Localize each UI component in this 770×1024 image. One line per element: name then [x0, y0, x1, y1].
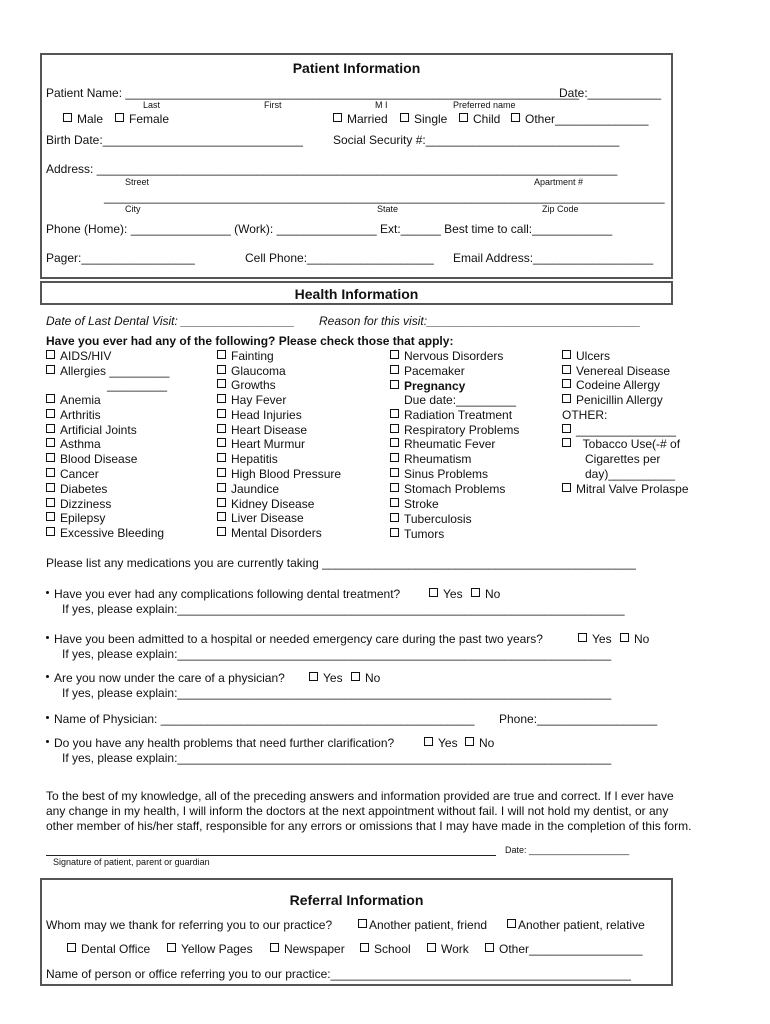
checkbox-icon	[309, 672, 318, 681]
signature-date-field[interactable]: Date: ____________________	[505, 845, 630, 855]
pregnancy-item[interactable]: Pregnancy	[390, 379, 465, 393]
signature-line[interactable]	[46, 855, 496, 856]
checkbox-icon	[46, 453, 55, 462]
checkbox-icon	[390, 513, 399, 522]
checkbox-icon	[167, 943, 176, 952]
checkbox-icon	[390, 453, 399, 462]
checkbox-icon	[217, 498, 226, 507]
checkbox-icon	[46, 483, 55, 492]
checkbox-icon	[390, 424, 399, 433]
married-checkbox[interactable]: Married	[333, 112, 388, 126]
sub-city: City	[125, 204, 141, 214]
female-checkbox[interactable]: Female	[115, 112, 169, 126]
last-dental-visit-field[interactable]: Date of Last Dental Visit: _________________	[46, 314, 295, 328]
question-complications: Have you ever had any complications following dental treatment?	[46, 587, 400, 601]
clarification-no-checkbox[interactable]: No	[465, 736, 494, 750]
physician-name-field[interactable]: Name of Physician: _______________________________________________	[46, 712, 474, 726]
condition-item[interactable]: Fainting	[217, 349, 274, 363]
sub-last: Last	[143, 100, 161, 110]
checkbox-icon	[390, 468, 399, 477]
tobacco-use-line2: Cigarettes per	[585, 452, 661, 466]
signature-caption: Signature of patient, parent or guardian	[53, 857, 210, 867]
condition-item[interactable]: AIDS/HIV	[46, 349, 111, 363]
checkbox-icon	[217, 438, 226, 447]
checkbox-icon	[485, 943, 494, 952]
condition-item[interactable]: Respiratory Problems	[390, 423, 519, 437]
sub-street: Street	[125, 177, 150, 187]
checkbox-icon	[217, 453, 226, 462]
checkbox-icon	[459, 113, 468, 122]
statement-line-1: To the best of my knowledge, all of the preceding answers and information provided are true and correct. If I ever have	[46, 789, 674, 803]
checkbox-icon	[465, 737, 474, 746]
condition-item[interactable]: Dizziness	[46, 497, 111, 511]
checkbox-icon	[562, 438, 571, 447]
complications-no-checkbox[interactable]: No	[471, 587, 500, 601]
tobacco-use-item[interactable]: Tobacco Use(-# of	[562, 437, 680, 451]
conditions-question: Have you ever had any of the following? Please check those that apply:	[46, 334, 454, 348]
checkbox-icon	[620, 633, 629, 642]
checkbox-icon	[427, 943, 436, 952]
referral-work-checkbox[interactable]: Work	[427, 942, 469, 956]
health-information-header	[40, 281, 673, 305]
condition-item[interactable]: Liver Disease	[217, 511, 304, 525]
condition-item[interactable]: Anemia	[46, 393, 101, 407]
condition-item[interactable]: Heart Murmur	[217, 437, 305, 451]
condition-item[interactable]: Hepatitis	[217, 452, 278, 466]
referral-school-checkbox[interactable]: School	[360, 942, 411, 956]
condition-item[interactable]: Mitral Valve Prolaspe	[562, 482, 689, 496]
condition-item[interactable]: Stomach Problems	[390, 482, 505, 496]
bullet-icon	[46, 716, 49, 719]
checkbox-icon	[390, 438, 399, 447]
checkbox-icon	[578, 633, 587, 642]
condition-item[interactable]: Arthritis	[46, 408, 101, 422]
checkbox-icon	[562, 483, 571, 492]
physician-explain-field[interactable]: If yes, please explain:_________________________________________________________________	[62, 686, 612, 700]
referrer-name-field[interactable]: Name of person or office referring you to our practice:_____________________________________________	[46, 967, 631, 981]
condition-item[interactable]: Rheumatism	[390, 452, 471, 466]
address-field[interactable]: Address: ______________________________________________________________________________	[46, 162, 618, 176]
other-checkbox[interactable]: Other______________	[511, 112, 648, 126]
checkbox-icon	[46, 512, 55, 521]
checkbox-icon	[358, 919, 367, 928]
referral-newspaper-checkbox[interactable]: Newspaper	[270, 942, 345, 956]
checkbox-icon	[562, 424, 571, 433]
checkbox-icon	[270, 943, 279, 952]
condition-item[interactable]: Nervous Disorders	[390, 349, 503, 363]
physician-yes-checkbox[interactable]: Yes	[309, 671, 343, 685]
condition-item[interactable]: Blood Disease	[46, 452, 137, 466]
checkbox-icon	[562, 394, 571, 403]
clarification-yes-checkbox[interactable]: Yes	[424, 736, 458, 750]
checkbox-icon	[217, 379, 226, 388]
health-information-title: Health Information	[294, 286, 419, 302]
condition-item[interactable]: Hay Fever	[217, 393, 286, 407]
cell-phone-field[interactable]: Cell Phone:___________________	[245, 251, 434, 265]
condition-item[interactable]: Glaucoma	[217, 364, 286, 378]
checkbox-icon	[360, 943, 369, 952]
condition-item[interactable]: Heart Disease	[217, 423, 307, 437]
checkbox-icon	[115, 113, 124, 122]
checkbox-icon	[217, 527, 226, 536]
checkbox-icon	[390, 380, 399, 389]
checkbox-icon	[390, 365, 399, 374]
clarification-explain-field[interactable]: If yes, please explain:_________________________________________________________________	[62, 751, 612, 765]
condition-item[interactable]: Pacemaker	[390, 364, 465, 378]
statement-line-3: other member of his/her staff, responsible for any errors or omissions that I may have made in the completion of this form.	[46, 819, 692, 833]
ssn-field[interactable]: Social Security #:_____________________________	[333, 133, 620, 147]
checkbox-icon	[217, 394, 226, 403]
condition-item[interactable]: Growths	[217, 378, 276, 392]
bullet-icon	[46, 636, 49, 639]
checkbox-icon	[507, 919, 516, 928]
statement-line-2: any change in my health, I will inform the doctors at the next appointment without fail. I will not hold my dentist, or any	[46, 804, 669, 818]
hospital-yes-checkbox[interactable]: Yes	[578, 632, 612, 646]
child-checkbox[interactable]: Child	[459, 112, 500, 126]
physician-phone-field[interactable]: Phone:__________________	[499, 712, 658, 726]
checkbox-icon	[217, 483, 226, 492]
condition-item[interactable]: Sinus Problems	[390, 467, 488, 481]
referral-question: Whom may we thank for referring you to our practice?	[46, 918, 333, 932]
referral-another-patient-relative-checkbox[interactable]: Another patient, relative	[507, 918, 645, 932]
checkbox-icon	[390, 483, 399, 492]
checkbox-icon	[46, 350, 55, 359]
checkbox-icon	[390, 528, 399, 537]
male-checkbox[interactable]: Male	[63, 112, 103, 126]
condition-item[interactable]: Cancer	[46, 467, 99, 481]
checkbox-icon	[217, 424, 226, 433]
patient-information-title: Patient Information	[292, 60, 421, 76]
checkbox-icon	[217, 512, 226, 521]
tobacco-use-line3[interactable]: day)__________	[585, 467, 676, 481]
referral-dental-office-checkbox[interactable]: Dental Office	[67, 942, 150, 956]
bullet-icon	[46, 591, 49, 594]
checkbox-icon	[67, 943, 76, 952]
condition-item[interactable]: Excessive Bleeding	[46, 526, 164, 540]
checkbox-icon	[562, 350, 571, 359]
condition-item[interactable]: Stroke	[390, 497, 439, 511]
checkbox-icon	[511, 113, 520, 122]
bullet-icon	[46, 675, 49, 678]
pager-field[interactable]: Pager:_________________	[46, 251, 195, 265]
sub-zip: Zip Code	[542, 204, 579, 214]
referral-information-title: Referral Information	[289, 892, 424, 908]
address-line-2[interactable]: ____________________________________________________________________________________	[104, 190, 665, 204]
other-condition-field[interactable]: _______________	[562, 423, 676, 437]
condition-item[interactable]: Epilepsy	[46, 511, 105, 525]
referral-other-checkbox[interactable]: Other_________________	[485, 942, 642, 956]
condition-item[interactable]: Rheumatic Fever	[390, 437, 495, 451]
checkbox-icon	[390, 350, 399, 359]
allergies-extra-line[interactable]: _________	[107, 378, 168, 392]
condition-item[interactable]: Ulcers	[562, 349, 610, 363]
question-hospital: Have you been admitted to a hospital or needed emergency care during the past two years?	[46, 632, 543, 646]
condition-item[interactable]: Tumors	[390, 527, 444, 541]
condition-item[interactable]: Venereal Disease	[562, 364, 670, 378]
checkbox-icon	[424, 737, 433, 746]
birth-date-field[interactable]: Birth Date:______________________________	[46, 133, 303, 147]
checkbox-icon	[217, 409, 226, 418]
referral-another-patient-friend-checkbox[interactable]: Another patient, friend	[358, 918, 487, 932]
phone-fields[interactable]: Phone (Home): _______________ (Work): _______________ Ext:______ Best time to call:____________	[46, 222, 613, 236]
checkbox-icon	[351, 672, 360, 681]
condition-item[interactable]: Kidney Disease	[217, 497, 314, 511]
sub-state: State	[377, 204, 399, 214]
condition-item[interactable]: Penicillin Allergy	[562, 393, 663, 407]
question-clarification: Do you have any health problems that need further clarification?	[46, 736, 394, 750]
single-checkbox[interactable]: Single	[400, 112, 447, 126]
checkbox-icon	[46, 409, 55, 418]
hospital-explain-field[interactable]: If yes, please explain:_________________________________________________________________	[62, 647, 612, 661]
checkbox-icon	[46, 424, 55, 433]
question-physician-care: Are you now under the care of a physician?	[46, 671, 285, 685]
checkbox-icon	[46, 498, 55, 507]
due-date-field[interactable]: Due date:_________	[404, 393, 517, 407]
sub-mi: M I	[375, 100, 388, 110]
checkbox-icon	[390, 409, 399, 418]
checkbox-icon	[46, 394, 55, 403]
condition-item[interactable]: Allergies _________	[46, 364, 169, 378]
checkbox-icon	[46, 438, 55, 447]
checkbox-icon	[390, 498, 399, 507]
checkbox-icon	[400, 113, 409, 122]
hospital-no-checkbox[interactable]: No	[620, 632, 649, 646]
condition-item[interactable]: Tuberculosis	[390, 512, 472, 526]
referral-yellow-pages-checkbox[interactable]: Yellow Pages	[167, 942, 253, 956]
physician-no-checkbox[interactable]: No	[351, 671, 380, 685]
complications-yes-checkbox[interactable]: Yes	[429, 587, 463, 601]
condition-item[interactable]: Diabetes	[46, 482, 107, 496]
checkbox-icon	[562, 379, 571, 388]
checkbox-icon	[562, 365, 571, 374]
other-heading: OTHER:	[562, 408, 608, 422]
medications-field[interactable]: Please list any medications you are currently taking _______________________________________________	[46, 556, 636, 570]
date-field[interactable]: Date:___________	[559, 86, 662, 100]
reason-for-visit-field[interactable]: Reason for this visit:________________________________	[319, 314, 641, 328]
checkbox-icon	[63, 113, 72, 122]
condition-item[interactable]: High Blood Pressure	[217, 467, 341, 481]
condition-item[interactable]: Jaundice	[217, 482, 279, 496]
complications-explain-field[interactable]: If yes, please explain:___________________________________________________________________	[62, 602, 625, 616]
condition-item[interactable]: Artificial Joints	[46, 423, 137, 437]
checkbox-icon	[333, 113, 342, 122]
condition-item[interactable]: Radiation Treatment	[390, 408, 512, 422]
sub-apartment: Apartment #	[534, 177, 584, 187]
bullet-icon	[46, 740, 49, 743]
checkbox-icon	[429, 588, 438, 597]
condition-item[interactable]: Head Injuries	[217, 408, 302, 422]
checkbox-icon	[217, 350, 226, 359]
patient-name-field[interactable]: Patient Name: ____________________________________________________________________	[46, 86, 580, 100]
checkbox-icon	[471, 588, 480, 597]
sub-preferred-name: Preferred name	[453, 100, 516, 110]
condition-item[interactable]: Asthma	[46, 437, 101, 451]
checkbox-icon	[46, 527, 55, 536]
checkbox-icon	[217, 365, 226, 374]
condition-item[interactable]: Mental Disorders	[217, 526, 322, 540]
checkbox-icon	[217, 468, 226, 477]
checkbox-icon	[46, 365, 55, 374]
email-field[interactable]: Email Address:__________________	[453, 251, 654, 265]
checkbox-icon	[46, 468, 55, 477]
condition-item[interactable]: Codeine Allergy	[562, 378, 660, 392]
sub-first: First	[264, 100, 282, 110]
